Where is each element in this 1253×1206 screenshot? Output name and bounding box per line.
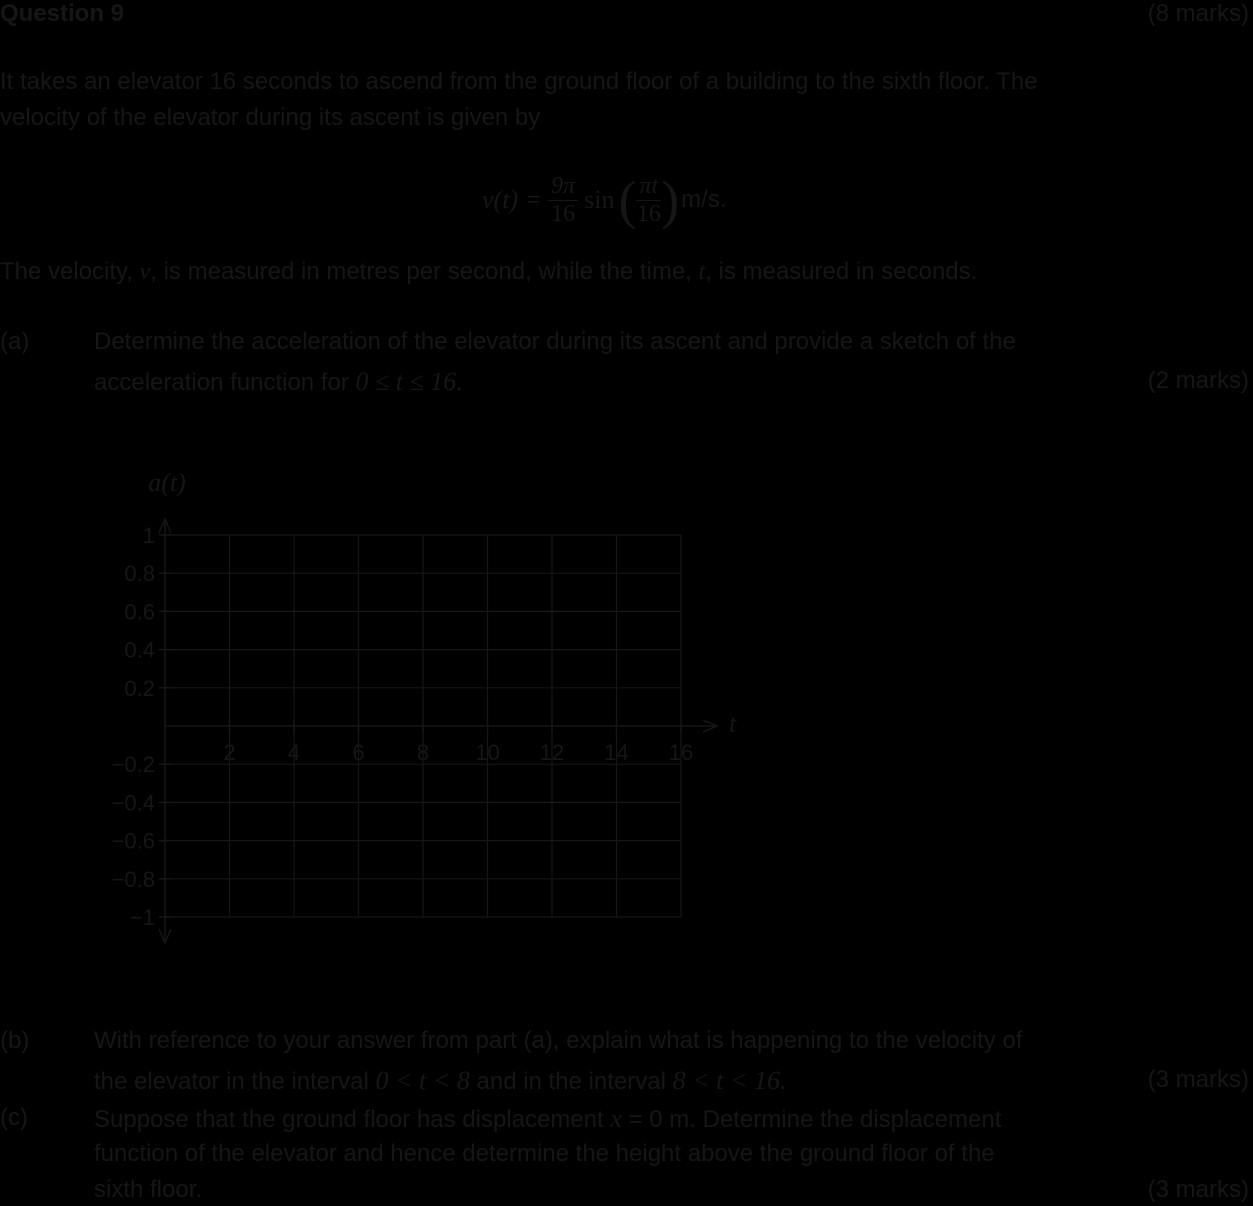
units-text-2: , is measured in metres per second, while the time,	[150, 258, 699, 285]
part-b-label: (b)	[0, 1027, 30, 1054]
y-tick-label: −0.4	[111, 790, 155, 816]
coefficient-denominator: 16	[551, 200, 576, 227]
x-tick-label: 8	[416, 740, 430, 765]
coefficient-fraction	[548, 173, 578, 228]
part-b-interval-1: 0 < t < 8	[375, 1066, 470, 1095]
part-c-line-3: sixth floor.	[94, 1176, 203, 1203]
x-tick-labels	[223, 740, 693, 765]
y-tick-labels	[112, 523, 155, 930]
y-tick-label: 1	[142, 523, 155, 548]
part-c-marks: (3 marks)	[1147, 1176, 1249, 1203]
x-tick-label: 14	[604, 740, 629, 765]
formula-units: m/s.	[681, 186, 727, 213]
question-title: Question 9	[0, 0, 125, 27]
velocity-formula	[482, 165, 727, 235]
axes	[159, 519, 717, 943]
part-a-marks: (2 marks)	[1147, 367, 1249, 394]
left-paren: (	[618, 170, 637, 230]
x-tick-label: 10	[475, 740, 500, 765]
part-b-text-2: and in the interval	[469, 1068, 673, 1095]
units-var-t: t	[698, 259, 706, 285]
part-c-var-x: x	[610, 1104, 622, 1133]
argument-numerator: πt	[636, 173, 661, 201]
right-paren: )	[661, 170, 680, 230]
argument-denominator: 16	[636, 200, 661, 227]
part-b-interval-2: 8 < t < 16.	[672, 1066, 787, 1095]
argument-fraction	[636, 173, 661, 228]
formula-lhs: v(t) =	[482, 185, 543, 214]
units-var-v: v	[139, 259, 151, 285]
part-a-line-2-text: acceleration function for	[94, 369, 356, 396]
y-tick-label: 0.4	[124, 637, 155, 663]
x-tick-label: 4	[287, 740, 301, 765]
part-b-line-2	[94, 1066, 786, 1096]
x-tick-label: 2	[223, 740, 236, 765]
part-a-interval: 0 ≤ t ≤ 16.	[355, 367, 463, 396]
y-tick-label: −0.8	[111, 866, 155, 892]
units-sentence	[0, 258, 977, 286]
part-b-line-1: With reference to your answer from part (a), explain what is happening to the velocity of	[94, 1027, 1023, 1054]
part-c-text-2: = 0 m. Determine the displacement	[621, 1106, 1002, 1133]
acceleration-grid-chart	[0, 455, 780, 955]
y-tick-label: −0.6	[111, 828, 155, 854]
part-a-line-1: Determine the acceleration of the elevator during its ascent and provide a sketch of the	[94, 328, 1016, 355]
y-axis-label: a(t)	[148, 468, 186, 497]
part-b-marks: (3 marks)	[1147, 1066, 1249, 1093]
x-tick-label: 6	[352, 740, 365, 765]
y-tick-label: 0.2	[124, 675, 155, 701]
y-tick-label: 0.8	[124, 561, 155, 587]
y-tick-label: −0.2	[111, 752, 155, 778]
part-a-line-2	[94, 367, 463, 397]
part-c-line-2: function of the elevator and hence determine the height above the ground floor of the	[94, 1140, 995, 1167]
units-text-1: The velocity,	[0, 258, 140, 285]
units-text-3: , is measured in seconds.	[705, 258, 978, 285]
part-b-text-1: the elevator in the interval	[94, 1068, 376, 1095]
sine-function: sin	[584, 185, 615, 214]
x-tick-label: 12	[539, 740, 565, 765]
part-c-label: (c)	[0, 1104, 28, 1131]
part-a-label: (a)	[0, 328, 30, 355]
total-marks: (8 marks)	[1147, 0, 1249, 27]
y-tick-label: 0.6	[124, 599, 155, 625]
y-tick-label: −1	[129, 905, 155, 930]
x-axis-label: t	[729, 709, 737, 738]
intro-line-2: velocity of the elevator during its ascent is given by	[0, 104, 541, 131]
intro-line-1: It takes an elevator 16 seconds to ascend from the ground floor of a building to the sixth floor. The	[0, 68, 1038, 95]
coefficient-numerator: 9π	[548, 173, 578, 201]
x-tick-label: 16	[668, 740, 694, 765]
part-c-line-1	[94, 1104, 1001, 1134]
part-c-text-1: Suppose that the ground floor has displacement	[94, 1106, 611, 1133]
